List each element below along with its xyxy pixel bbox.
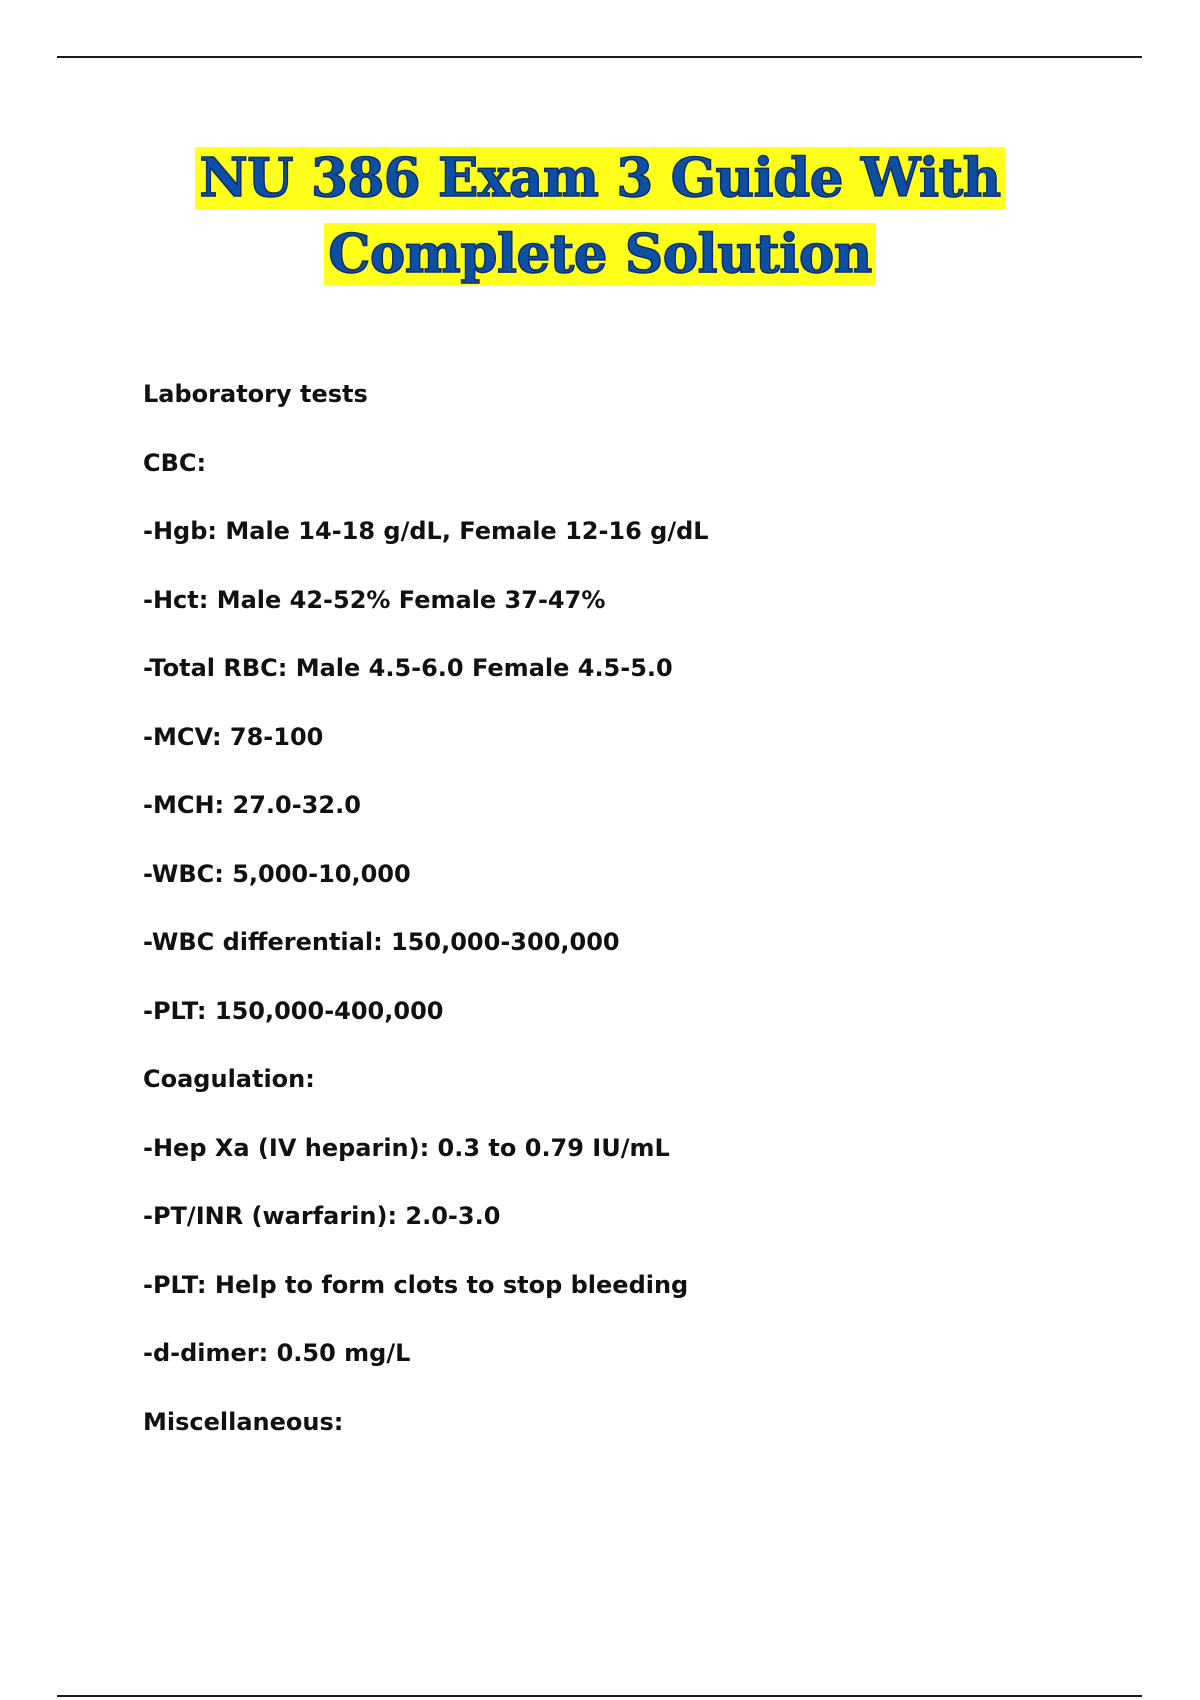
text-line-total-rbc: -Total RBC: Male 4.5-6.0 Female 4.5-5.0 <box>143 654 673 682</box>
top-rule <box>57 56 1142 58</box>
text-line-d-dimer: -d-dimer: 0.50 mg/L <box>143 1339 411 1367</box>
text-line-plt: -PLT: 150,000-400,000 <box>143 996 444 1025</box>
section-heading-coagulation: Coagulation: <box>143 1065 315 1093</box>
section-heading-cbc: CBC: <box>143 448 207 477</box>
title-line-2 <box>0 216 1200 292</box>
section-heading-miscellaneous: Miscellaneous: <box>143 1407 344 1436</box>
text-line-plt-clots: -PLT: Help to form clots to stop bleeding <box>143 1270 689 1299</box>
text-line-pt-inr: -PT/INR (warfarin): 2.0-3.0 <box>143 1202 501 1230</box>
text-line-hgb: -Hgb: Male 14-18 g/dL, Female 12-16 g/dL <box>143 517 709 545</box>
bottom-rule <box>57 1695 1142 1697</box>
title-line-1-text: NU 386 Exam 3 Guide With <box>195 147 1004 209</box>
text-line-hep-xa: -Hep Xa (IV heparin): 0.3 to 0.79 IU/mL <box>143 1133 670 1162</box>
text-line-mch: -MCH: 27.0-32.0 <box>143 791 361 819</box>
title-line-2-text: Complete Solution <box>324 223 875 285</box>
document-title <box>0 140 1200 292</box>
title-line-1 <box>0 140 1200 216</box>
section-heading-laboratory-tests: Laboratory tests <box>143 380 368 408</box>
text-line-wbc-differential: -WBC differential: 150,000-300,000 <box>143 928 620 956</box>
text-line-wbc: -WBC: 5,000-10,000 <box>143 859 411 888</box>
text-line-hct: -Hct: Male 42-52% Female 37-47% <box>143 585 606 614</box>
text-line-mcv: -MCV: 78-100 <box>143 722 324 751</box>
document-body <box>143 380 1093 1476</box>
